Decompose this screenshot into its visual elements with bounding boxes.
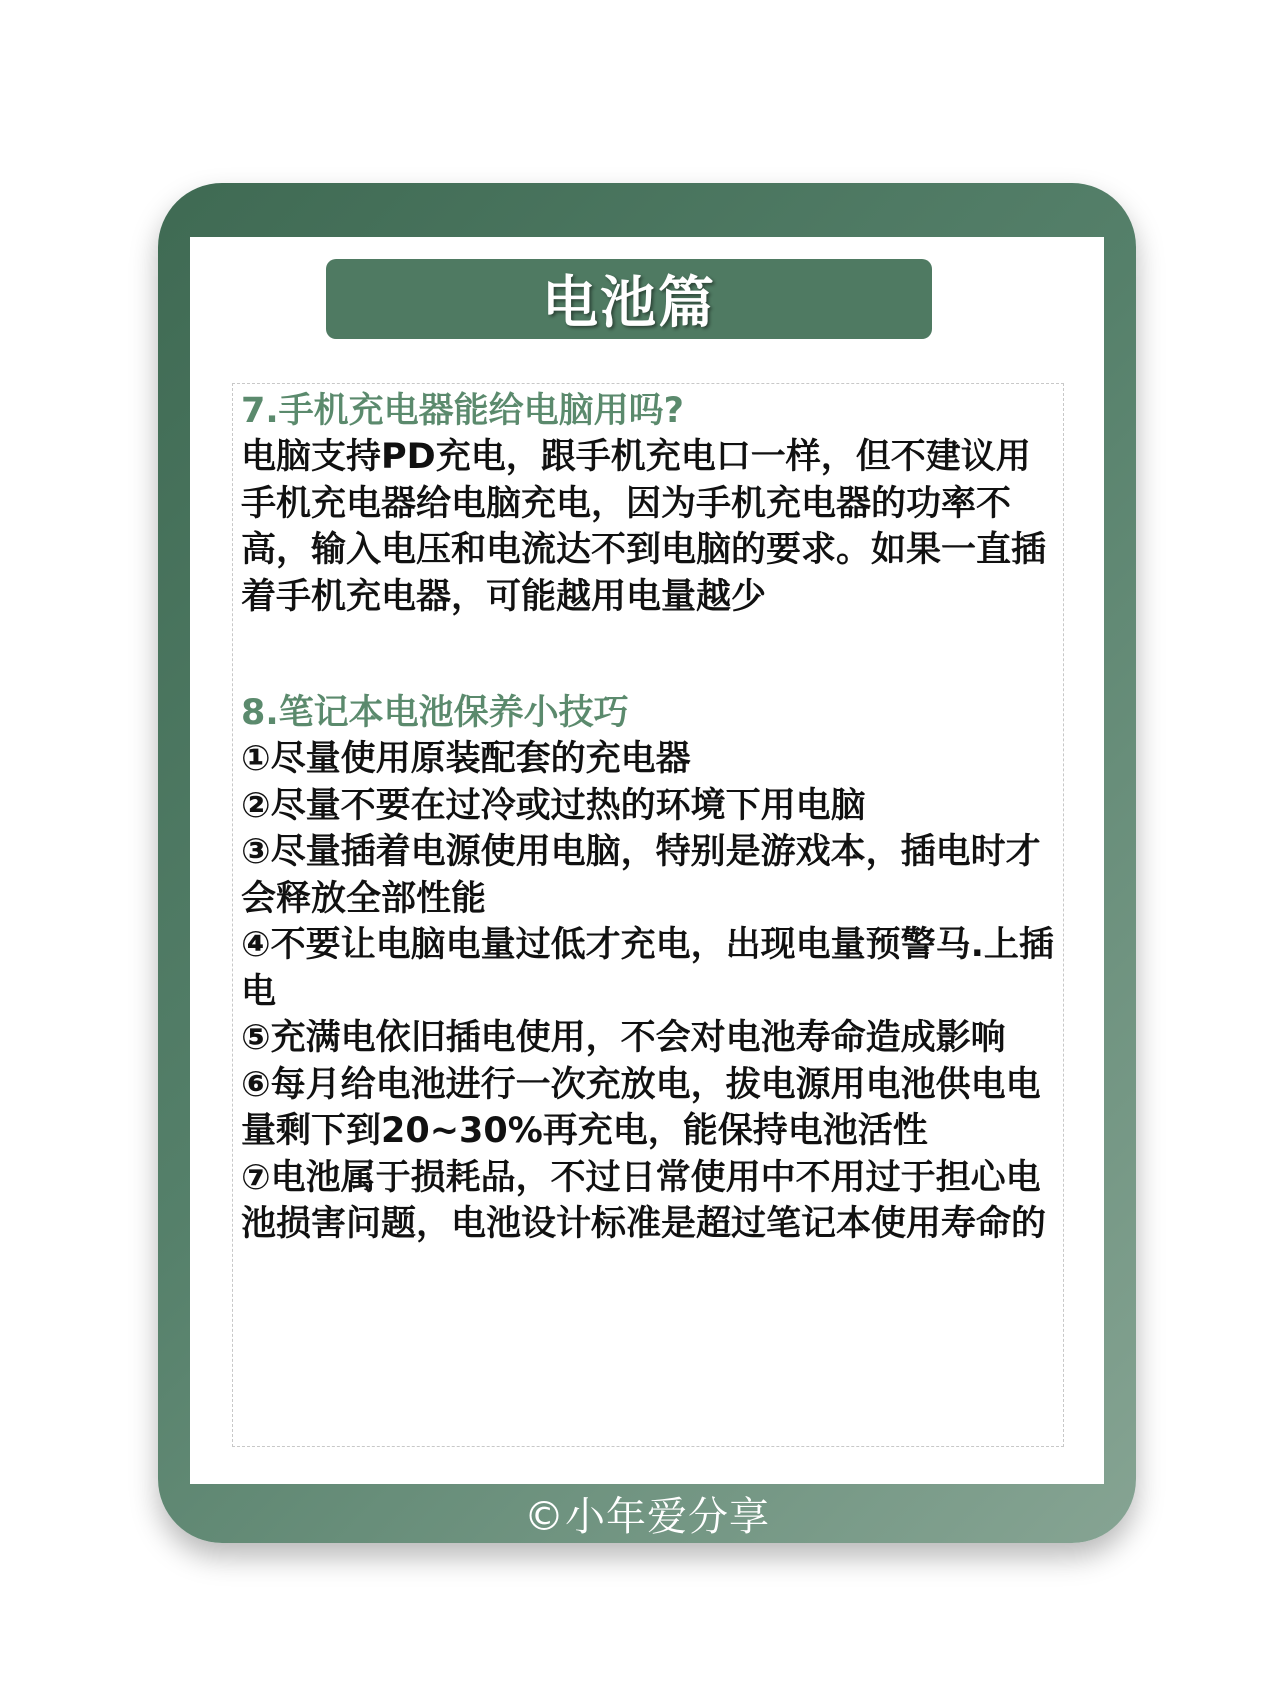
page-title: 电池篇 bbox=[542, 271, 716, 336]
tip-item-2: ②尽量不要在过冷或过热的环境下用电脑 bbox=[241, 785, 866, 826]
tip-item-1: ①尽量使用原装配套的充电器 bbox=[241, 739, 691, 779]
article-content bbox=[241, 388, 1061, 1248]
author-footer: ©小年爱分享 bbox=[524, 1494, 770, 1540]
tip-item-5: ⑤充满电依旧插电使用，不会对电池寿命造成影响 bbox=[241, 1018, 1006, 1058]
tip-item-6: ⑥每月给电池进行一次充放电，拔电源用电池供电电量剩下到20~30%再充电，能保持电池活性 bbox=[241, 1064, 1041, 1151]
tip-item-3: ③尽量插着电源使用电脑，特别是游戏本，插电时才会释放全部性能 bbox=[241, 832, 1041, 919]
section-gap bbox=[241, 620, 1061, 690]
content-panel bbox=[190, 237, 1104, 1484]
tip-item-4: ④不要让电脑电量过低才充电，出现电量预警马.上插电 bbox=[241, 925, 1054, 1012]
section-8-heading: 8.笔记本电池保养小技巧 bbox=[241, 693, 629, 733]
info-card bbox=[158, 183, 1136, 1543]
content-box bbox=[232, 383, 1064, 1447]
section-7-body: 电脑支持PD充电，跟手机充电口一样，但不建议用手机充电器给电脑充电，因为手机充电器的功率不高，输入电压和电流达不到电脑的要求。如果一直插着手机充电器，可能越用电量越少 bbox=[241, 437, 1047, 617]
section-7-heading: 7.手机充电器能给电脑用吗? bbox=[241, 391, 684, 431]
tip-item-7: ⑦电池属于损耗品，不过日常使用中不用过于担心电池损害问题，电池设计标准是超过笔记本使用寿命的 bbox=[241, 1157, 1047, 1244]
title-banner bbox=[326, 259, 932, 339]
